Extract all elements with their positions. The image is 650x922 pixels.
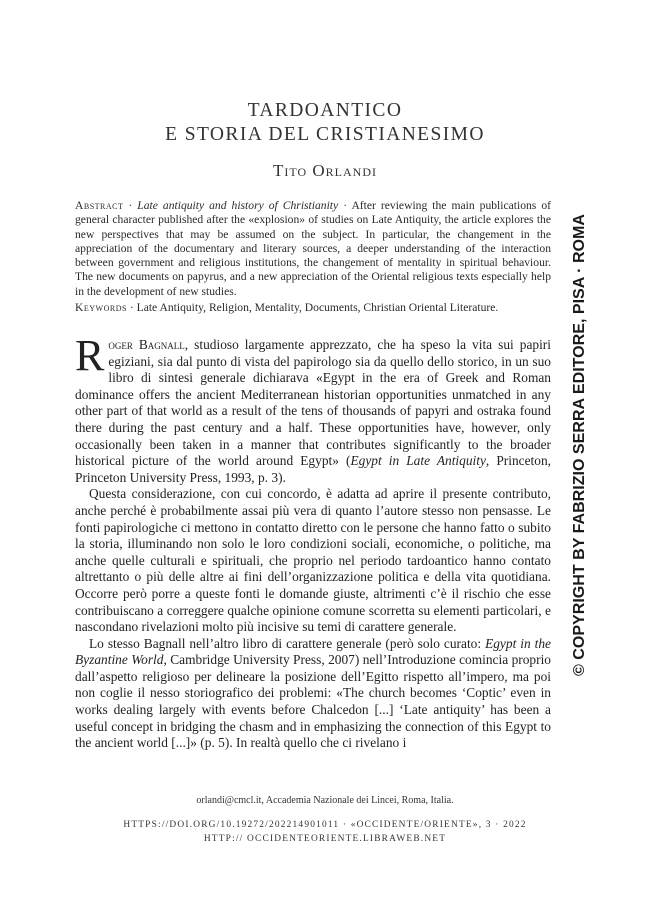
article-body (75, 331, 551, 752)
paragraph-2: Questa considerazione, con cui concordo, è adatta ad aprire il presente contributo, anche perché è probabilmente assai più vera di quanto l’autore stesso non pensasse. Le fonti papirologiche ci mettono in contatto diretto con le persone che hanno fatto o subito la storia, illuminando non solo le loro condizioni sociali, economiche, o politiche, ma anche quelle culturali e spirituali, che proprio nel periodo tardoantico hanno contato altrettanto o più delle altre ai fini dell’organizzazione politica e della vita quotidiana. Occorre però porre a queste fonti le domande giuste, altrimenti c’è il rischio che esse contribuiscano a correggere qualche opinione comune scorretta su elementi particolari, e nascondano rivelazioni molto più incisive su temi di carattere generale. (75, 486, 551, 635)
author-name-text: Tito Orlandi (272, 161, 377, 180)
drop-cap: R (75, 331, 105, 380)
paragraph-1 (75, 331, 551, 486)
abstract-title: Late antiquity and history of Christianity (137, 199, 339, 212)
abstract-label: Abstract (75, 199, 124, 212)
keywords-text: Late Antiquity, Religion, Mentality, Documents, Christian Oriental Literature. (136, 301, 499, 314)
author-ref-smallcaps: oger Bagnall (108, 337, 185, 352)
article-title-line2: E STORIA DEL CRISTIANESIMO (165, 124, 485, 145)
footer-contact: orlandi@cmcl.it, Accademia Nazionale dei Lincei, Roma, Italia. (196, 795, 454, 806)
abstract-text: After reviewing the main publications of general character published after the «explosion» of studies on Late Antiquity, the article explores the new perspectives that may be assumed on the subject. In particular, the changement in the appreciation of the documentary and literary sources, a deeper understanding of the interaction between government and religious institutions, the changement of mentality in spiritual behaviour. The new documents on papyrus, and a new appreciation of the Oriental religious texts especially help in the development of new studies. (75, 199, 551, 298)
book-title-1: Egypt in Late Antiquity (350, 453, 486, 469)
abstract: Abstract · Late antiquity and history of Christianity · After reviewing the main publications of general character published after the «explosion» of studies on Late Antiquity, the article explores the new perspectives that may be assumed on the subject. In particular, the changement in the appreciation of the documentary and literary sources, a deeper understanding of the interaction between government and religious institutions, the changement of mentality in spiritual behaviour. The new documents on papyrus, and a new appreciation of the Oriental religious texts especially help in the development of new studies. (75, 199, 551, 298)
article-title-line1: TARDOANTICO (247, 100, 403, 121)
author-name (0, 161, 650, 181)
paragraph-3-start: Lo stesso Bagnall nell’altro libro di carattere generale (però solo curato: (89, 635, 486, 651)
book-title-2: Egypt in the Byzantine World (75, 635, 551, 668)
copyright-text: © COPYRIGHT BY FABRIZIO SERRA EDITORE, PISA · ROMA (571, 229, 588, 676)
copyright-sidebar (568, 210, 590, 680)
paragraph-3 (75, 636, 551, 752)
footer-doi: HTTPS://DOI.ORG/10.19272/202214901011 · «OCCIDENTE/ORIENTE», 3 · 2022 (123, 820, 527, 830)
paragraph-1-end: , Princeton, Princeton University Press, 1993, p. 3). (75, 453, 551, 485)
footer-url: HTTP:// OCCIDENTEORIENTE.LIBRAWEB.NET (203, 834, 447, 844)
paragraph-1-text: , studioso largamente apprezzato, che ha speso la vita sui papiri egiziani, sia dal punto di vista del papirologo sia da quello dello storico, in un suo libro di sintesi generale dichiarava «Egypt in the era of Greek and Roman dominance offers the ancient Mediterranean historian opportunities unmatched in any other part of that world as a result of the tens of thousands of papyri and ostraka found there during the past century and a half. These opportunities have, however, only occasionally been taken in a manner that contributes significantly to the broader historical picture of the world around Egypt» ( (75, 337, 551, 469)
paragraph-3-rest: , Cambridge University Press, 2007) nell’Introduzione comincia proprio dall’aspetto religioso per delineare la posizione dell’Egitto rispetto all’impero, ma poi non coglie il nesso storiografico dei problemi: «The church becomes ‘Coptic’ even in works dealing largely with events before Chalcedon [...] ‘Late antiquity’ has been a useful concept in bridging the chasm and in emphasizing the connection of this Egypt to the ancient world [...]» (p. 5). In realtà quello che ci rivelano i (75, 652, 551, 751)
keywords-label: Keywords (75, 301, 127, 314)
keywords: Keywords · Late Antiquity, Religion, Mentality, Documents, Christian Oriental Literature. (75, 301, 499, 314)
